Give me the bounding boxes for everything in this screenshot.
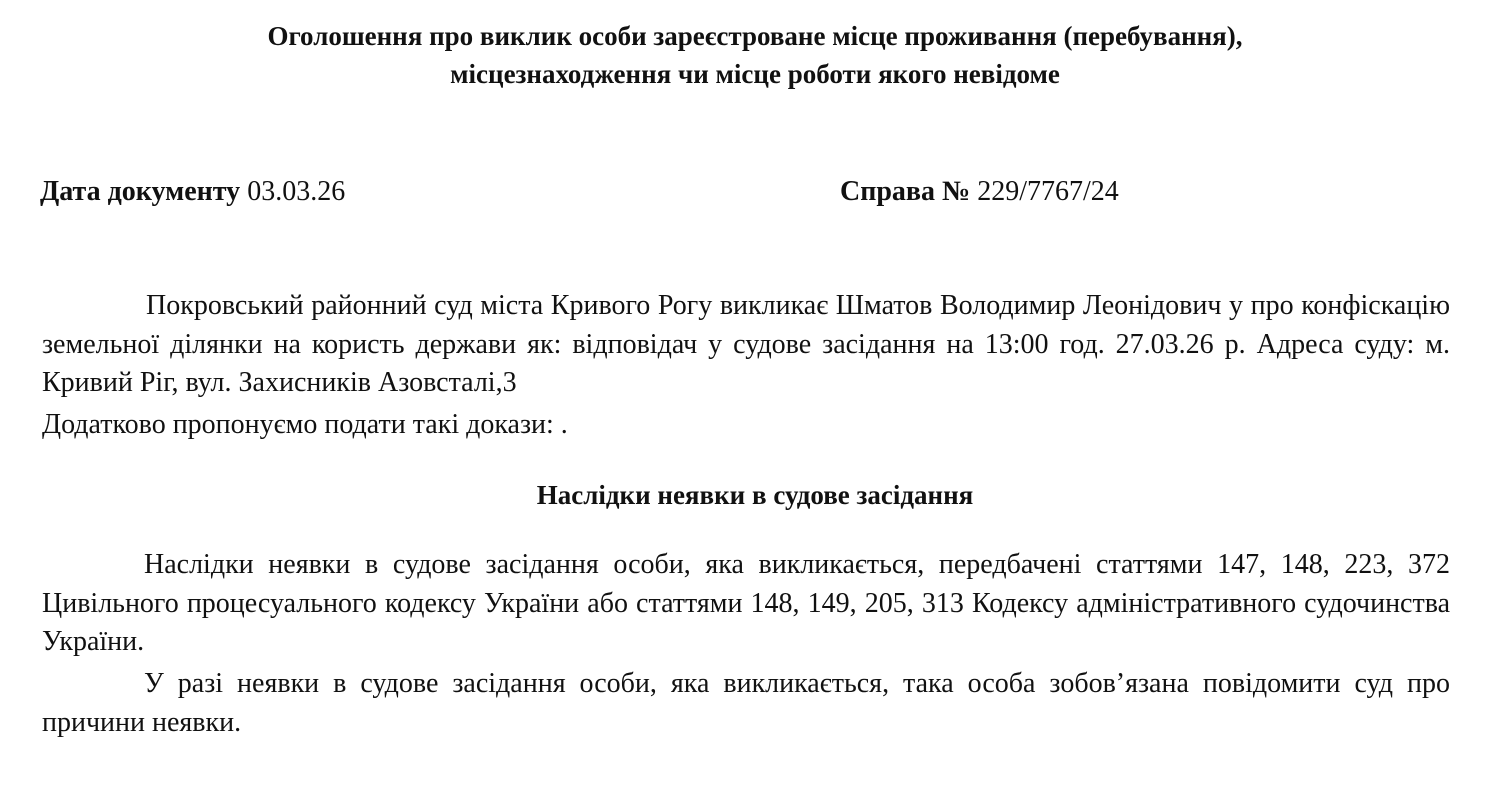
document-date-value: 03.03.26 bbox=[247, 176, 346, 207]
summons-paragraph: Покровський районний суд міста Кривого Рогу викликає Шматов Володимир Леонідович у про конфіскацію земельної ділянки на користь держави як: відповідач у судове засідання на 13:00 год. 27.03.26 р. Адреса суду: м. Кривий Ріг, вул. Захисників Азовсталі,3 bbox=[42, 290, 1450, 398]
consequences-paragraph: Наслідки неявки в судове засідання особи, яка викликається, передбачені статтями 147, 148, 223, 372 Цивільного процесуального кодексу України або статтями 148, 149, 205, 313 Кодексу адміністративного судочинства України. bbox=[42, 549, 1450, 657]
case-number-value: 229/7767/24 bbox=[977, 176, 1119, 207]
consequences-heading: Наслідки неявки в судове засідання bbox=[536, 480, 974, 510]
document-date-label: Дата документу bbox=[40, 176, 241, 207]
document-title-line-2: місцезнаходження чи місце роботи якого невідоме bbox=[450, 59, 1060, 89]
case-number-label: Справа № bbox=[840, 176, 971, 207]
document-date bbox=[40, 176, 345, 208]
document-title-line-1: Оголошення про виклик особи зареєстроване місце проживання (перебування), bbox=[267, 21, 1243, 51]
case-number bbox=[840, 176, 1119, 208]
additional-evidence-line: Додатково пропонуємо подати такі докази: . bbox=[42, 409, 568, 440]
obligation-paragraph: У разі неявки в судове засідання особи, яка викликається, така особа зобов’язана повідомити суд про причини неявки. bbox=[42, 668, 1450, 738]
